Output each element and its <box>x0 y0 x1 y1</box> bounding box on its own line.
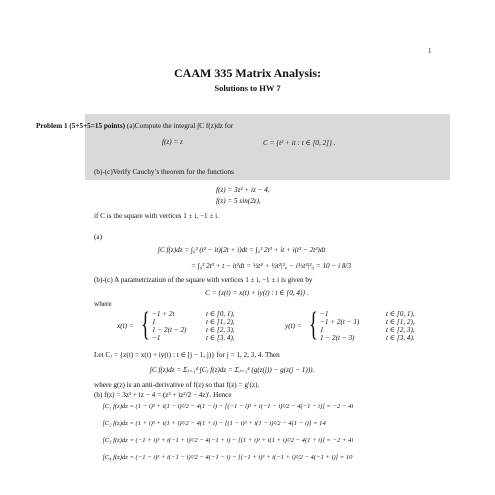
y-condition: t ∈ [3, 4). <box>386 334 415 342</box>
x-case: −1 + 2t <box>152 310 175 318</box>
x-case: 1 − 2(t − 2) <box>152 326 187 334</box>
integral-c1: ∫C₁ f(z)dz = (1 − i)³ + i(1 − i)²/2 − 4(1 − i) − [(−1 − i)³ + i(−1 − i)²/2 − 4(−1 − i)] = −2 − 4i <box>103 403 354 410</box>
equation-f-z: f(z) = z <box>162 138 183 146</box>
where-label: where <box>94 300 112 308</box>
x-case: 1 <box>152 318 156 326</box>
sum-equation: ∫C f(z)dz = Σⱼ₌₁⁴ ∫Cⱼ f(z)dz = Σⱼ₌₁⁴ (g(z(j)) − g(z(j − 1))). <box>150 366 315 374</box>
solution-a-label: (a) <box>94 233 102 241</box>
equation-f2: f(z) = 5 sin(2z), <box>216 197 261 205</box>
y-t-label: y(t) = <box>285 322 302 330</box>
x-t-label: x(t) = <box>117 322 134 330</box>
y-case: −1 + 2(t − 1) <box>320 318 360 326</box>
antiderivative-text: where g(z) is an anti-derivative of f(z) so that f(z) = g′(z). <box>94 381 260 389</box>
parametrization: C = {z(t) = x(t) + iy(t) : t ∈ [0, 4)} . <box>205 289 309 297</box>
x-condition: t ∈ [0, 1), <box>206 310 235 318</box>
integral-c3: ∫C₃ f(z)dz = (−1 + i)³ + i(−1 + i)²/2 − 4(−1 + i) − [(1 + i)³ + i(1 + i)²/2 − 4(1 + i)] = −2 + 4i <box>103 437 354 444</box>
equation-contour-c: C = {t² + it : t ∈ [0, 2]} . <box>263 139 336 147</box>
x-brace: { <box>141 306 150 343</box>
page-number: 1 <box>428 47 432 55</box>
y-case: −1 <box>320 310 329 318</box>
x-condition: t ∈ [2, 3), <box>206 326 235 334</box>
y-case: 1 <box>320 326 324 334</box>
y-brace: { <box>309 306 318 343</box>
x-conditions <box>206 310 235 342</box>
problem-header <box>36 122 233 130</box>
y-cases <box>320 310 359 342</box>
integral-c4: ∫C₄ f(z)dz = (−1 − i)³ + i(−1 − i)²/2 − 4(−1 − i) − [(−1 + i)³ + i(−1 + i)²/2 − 4(−1 + i)] = 10 <box>103 454 353 461</box>
problem-part-bc: (b)-(c)Verify Cauchy’s theorem for the functions <box>94 168 234 176</box>
y-case: 1 − 2(t − 3) <box>320 334 355 342</box>
y-conditions <box>386 310 415 342</box>
equation-f1: f(z) = 3z² + iz − 4, <box>216 186 270 194</box>
x-cases <box>152 310 186 342</box>
solution-bc-intro: (b)-(c) A parametrization of the square with vertices 1 ± i, −1 ± i is given by <box>94 276 313 284</box>
y-condition: t ∈ [1, 2), <box>386 318 415 326</box>
document-subtitle: Solutions to HW 7 <box>214 83 281 93</box>
x-condition: t ∈ [1, 2), <box>206 318 235 326</box>
integral-c2: ∫C₂ f(z)dz = (1 + i)³ + i(1 + i)²/2 − 4(1 + i) − [(1 − i)³ + i(1 − i)²/2 − 4(1 − i)] = 14 <box>103 420 326 427</box>
problem-label: Problem 1 (5+5+5=15 points) <box>36 122 126 130</box>
problem-square-text: if C is the square with vertices 1 ± i, −1 ± i. <box>94 212 219 220</box>
y-condition: t ∈ [0, 1), <box>386 310 415 318</box>
solution-a-line1: ∫C f(z)dz = ∫₀² (t² − it)(2t + i)dt = ∫₀² 2t³ + it + i(t² − 2t²)dt <box>158 246 326 254</box>
x-case: −1 <box>152 334 161 342</box>
part-b-line: (b) f(z) = 3z² + iz − 4 = (z³ + iz²/2 − 4z)′. Hence <box>94 391 232 399</box>
problem-part-a: (a)Compute the integral ∫C f(z)dz for <box>126 122 234 130</box>
document-title: CAAM 335 Matrix Analysis: <box>174 66 321 80</box>
let-cj-text: Let Cⱼ = {z(t) = x(t) + iy(t) : t ∈ [j − 1, j)} for j = 1, 2, 3, 4. Then <box>94 351 280 359</box>
x-condition: t ∈ [3, 4), <box>206 334 235 342</box>
y-condition: t ∈ [2, 3), <box>386 326 415 334</box>
solution-a-line2: = ∫₀² 2t³ + t − it²dt = ½t⁴ + ½t²|²₀ − i⅓t³|²₀ = 10 − i 8/3 <box>191 262 352 270</box>
